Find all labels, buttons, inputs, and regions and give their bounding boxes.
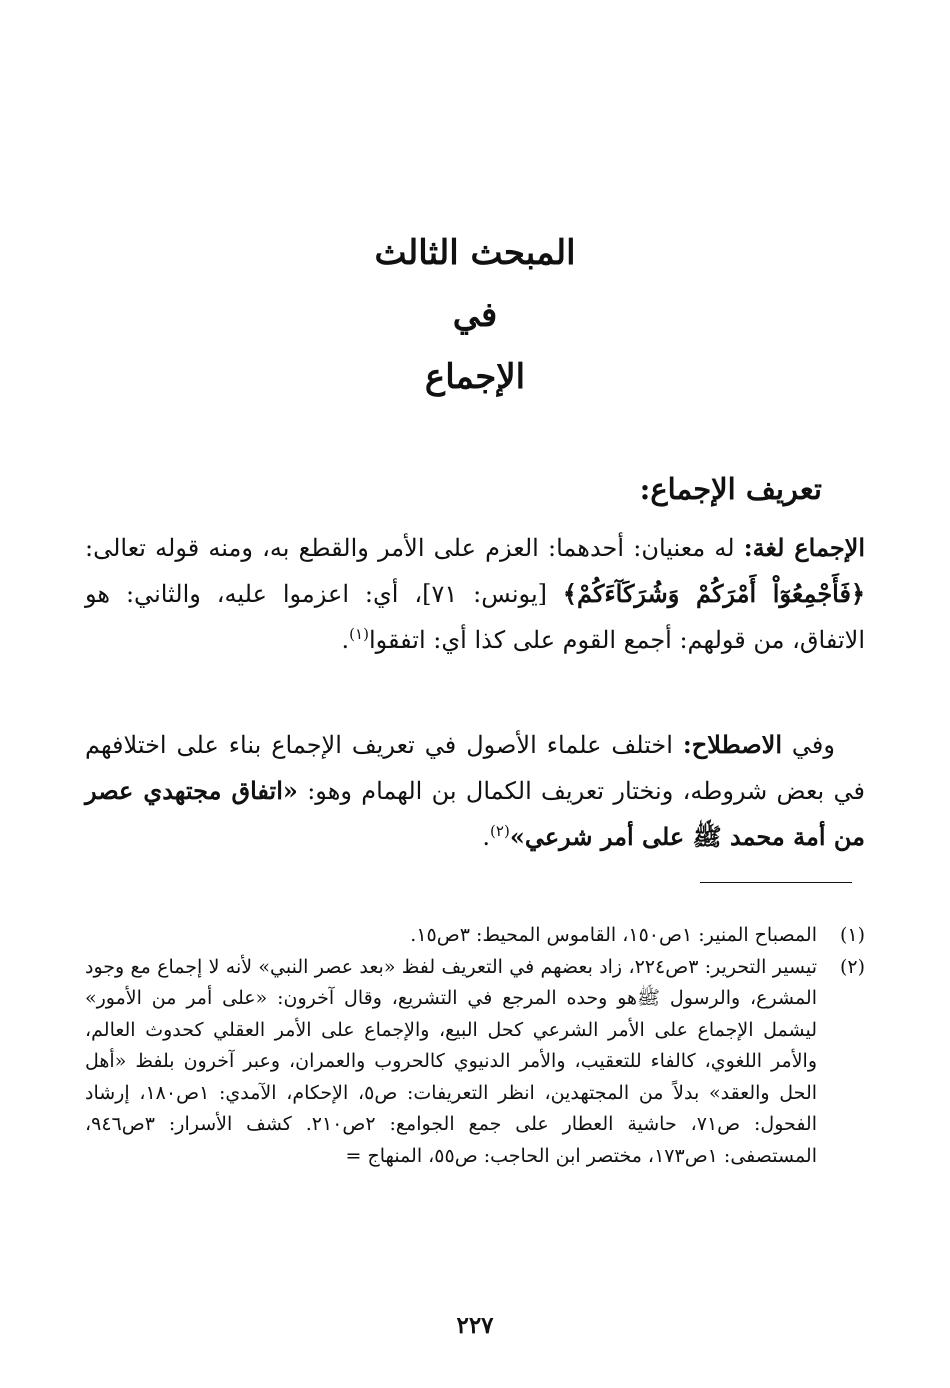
title-line-2: في bbox=[452, 295, 498, 335]
definition-quote: «اتفاق مجتهدي عصر من أمة محمد ﷺ على أمر شرعي» bbox=[85, 776, 865, 851]
footnote-2 bbox=[85, 952, 865, 1173]
chapter-title bbox=[0, 222, 950, 408]
para1-text-b: [يونس: ٧١]، أي: اعزموا عليه، والثاني: هو الاتفاق، من قولهم: أجمع القوم على كذا أي: اتفقوا bbox=[85, 580, 865, 654]
paragraph-linguistic-definition bbox=[85, 525, 865, 663]
footnote-text: تيسير التحرير: ٣ص٢٢٤، زاد بعضهم في التعريف لفظ «بعد عصر النبي» لأنه لا إجماع مع وجود المشرع، والرسول ﷺهو وحده المرجع في التشريع، وقال آخرون: «على أمر من الأمور» ليشمل الإجماع على الأمر الشرعي كحل البيع، والإجماع على الأمر العقلي كحدوث العالم، والأمر اللغوي، كالفاء للتعقيب، والأمر الدنيوي كالحروب والعمران، وعبر آخرون بلفظ «أهل الحل والعقد» بدلاً من المجتهدين، انظر التعريفات: ص٥، الإحكام، الآمدي: ١ص١٨٠، إرشاد الفحول: ص٧١، حاشية العطار على جمع الجوامع: ٢ص٢١٠. كشف الأسرار: ٣ص٩٤٦، المستصفى: ١ص١٧٣، مختصر ابن الحاجب: ص٥٥، المنهاج = bbox=[85, 955, 818, 1167]
page-number: ٢٢٧ bbox=[456, 1312, 494, 1339]
footnote-ref-1[interactable]: (١) bbox=[349, 625, 369, 643]
para2-lead: وفي bbox=[781, 731, 835, 759]
title-line-3: الإجماع bbox=[424, 357, 526, 397]
para2-text-a: اختلف علماء الأصول في تعريف الإجماع بناء على اختلافهم في بعض شروطه، ونختار تعريف الكمال بن الهمام وهو: bbox=[85, 731, 866, 805]
para1-end: . bbox=[341, 626, 350, 654]
quran-verse: ﴿فَأَجْمِعُوٓاْ أَمْرَكُمْ وَشُرَكَآءَكُمْ﴾ bbox=[562, 579, 866, 608]
term-technical: الاصطلاح: bbox=[682, 730, 782, 759]
section-heading: تعريف الإجماع: bbox=[639, 472, 822, 506]
title-line-1: المبحث الثالث bbox=[374, 233, 576, 273]
para1-text-a: له معنيان: أحدهما: العزم على الأمر والقطع به، ومنه قوله تعالى: bbox=[85, 534, 744, 562]
term-linguistic: الإجماع لغة: bbox=[743, 533, 866, 562]
para2-end: . bbox=[482, 823, 491, 851]
footnote-number: (١) bbox=[839, 924, 865, 946]
footnote-ref-2[interactable]: (٢) bbox=[490, 822, 510, 840]
footnote-number: (٢) bbox=[839, 955, 865, 978]
footnotes bbox=[85, 920, 865, 1172]
paragraph-technical-definition bbox=[85, 722, 865, 860]
footnote-divider bbox=[700, 882, 852, 883]
footnote-1 bbox=[85, 920, 865, 952]
footnote-text: المصباح المنير: ١ص١٥٠، القاموس المحيط: ٣ص١٥. bbox=[410, 924, 817, 946]
